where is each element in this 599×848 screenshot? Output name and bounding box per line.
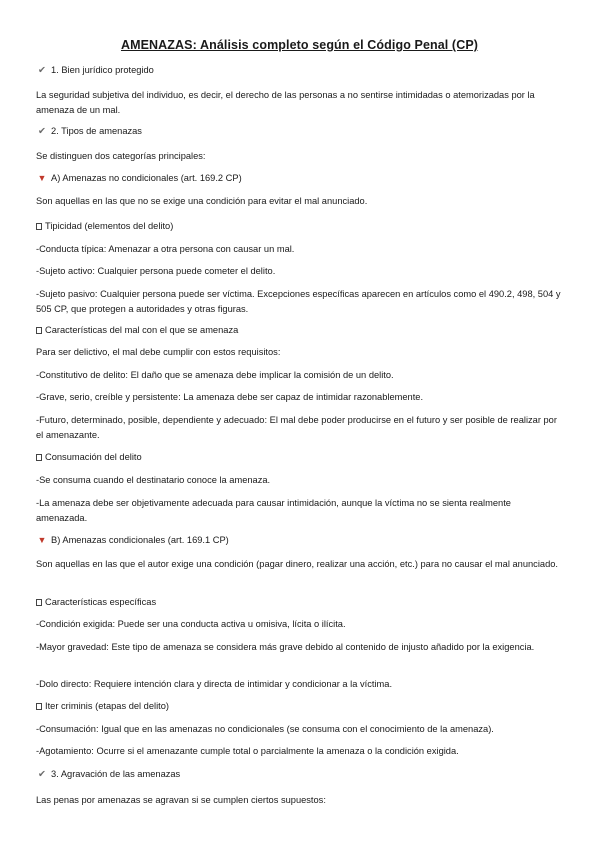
replacement-box-icon <box>36 454 42 461</box>
line-text: -Grave, serio, creíble y persistente: La amenaza debe ser capaz de intimidar razonablemente. <box>36 392 424 402</box>
check-mark-icon: ✔ <box>38 126 46 137</box>
section-heading <box>36 125 564 138</box>
paragraph <box>36 287 564 316</box>
line-text: -Sujeto pasivo: Cualquier persona puede ser víctima. Excepciones específicas aparecen en artículos como el 490.2, 498, 504 y 505 CP, que protegen a autoridades y otras figuras. <box>36 289 561 314</box>
line-text: -Dolo directo: Requiere intención clara y directa de intimidar y condicionar a la víctima. <box>36 679 393 689</box>
paragraph <box>36 413 564 442</box>
paragraph <box>36 391 564 404</box>
line-text: Tipicidad (elementos del delito) <box>45 221 174 231</box>
section-heading <box>36 700 564 713</box>
paragraph <box>36 346 564 359</box>
line-text: -Constitutivo de delito: El daño que se amenaza debe implicar la comisión de un delito. <box>36 370 394 380</box>
paragraph <box>36 678 564 691</box>
line-text: -Sujeto activo: Cualquier persona puede cometer el delito. <box>36 266 276 276</box>
line-text: 1. Bien jurídico protegido <box>51 65 154 75</box>
line-text: Son aquellas en las que no se exige una condición para evitar el mal anunciado. <box>36 196 368 206</box>
section-heading <box>36 451 564 464</box>
document-title: AMENAZAS: Análisis completo según el Código Penal (CP) <box>120 38 479 52</box>
line-text: -Se consuma cuando el destinatario conoce la amenaza. <box>36 475 271 485</box>
paragraph <box>36 794 564 807</box>
line-text: -Consumación: Igual que en las amenazas no condicionales (se consuma con el conocimiento de la amenaza). <box>36 724 494 734</box>
replacement-box-icon <box>36 703 42 710</box>
line-text: -Condición exigida: Puede ser una conducta activa u omisiva, lícita o ilícita. <box>36 619 346 629</box>
line-text: Son aquellas en las que el autor exige una condición (pagar dinero, realizar una acción, etc.) para no causar el mal anunciado. <box>36 559 558 569</box>
section-heading <box>36 768 564 781</box>
paragraph <box>36 640 564 655</box>
line-text: 3. Agravación de las amenazas <box>51 769 181 779</box>
check-mark-icon: ✔ <box>38 65 46 76</box>
paragraph <box>36 150 564 163</box>
replacement-box-icon <box>36 327 42 334</box>
line-text: A) Amenazas no condicionales (art. 169.2 CP) <box>51 173 242 183</box>
line-text: La seguridad subjetiva del individuo, es decir, el derecho de las personas a no sentirse intimidadas o atemorizadas por la amenaza de un mal. <box>36 90 535 115</box>
section-heading <box>36 534 564 547</box>
line-text: B) Amenazas condicionales (art. 169.1 CP) <box>51 535 229 545</box>
line-text: -Futuro, determinado, posible, dependiente y adecuado: El mal debe poder producirse en el futuro y ser posible de realizar por el amenazante. <box>36 415 557 440</box>
pushpin-icon: ▼ <box>37 173 47 183</box>
line-text: Iter criminis (etapas del delito) <box>45 701 170 711</box>
replacement-box-icon <box>36 223 42 230</box>
paragraph <box>36 195 564 208</box>
replacement-box-icon <box>36 599 42 606</box>
line-text: Características específicas <box>45 597 157 607</box>
line-text: Las penas por amenazas se agravan si se cumplen ciertos supuestos: <box>36 795 326 805</box>
paragraph <box>36 618 564 631</box>
paragraph <box>36 243 564 256</box>
line-text: Se distinguen dos categorías principales: <box>36 151 206 161</box>
line-text: -La amenaza debe ser objetivamente adecuada para causar intimidación, aunque la víctima no se sienta realmente amenazada. <box>36 498 511 523</box>
section-heading <box>36 596 564 609</box>
paragraph <box>36 369 564 382</box>
line-text: Para ser delictivo, el mal debe cumplir con estos requisitos: <box>36 347 281 357</box>
section-heading <box>36 324 564 337</box>
line-text: -Mayor gravedad: Este tipo de amenaza se considera más grave debido al contenido de injusto añadido por la exigencia. <box>36 642 535 652</box>
section-heading <box>36 220 564 233</box>
section-heading <box>36 172 564 185</box>
paragraph <box>36 723 564 736</box>
paragraph <box>36 474 564 487</box>
line-text: 2. Tipos de amenazas <box>51 126 142 136</box>
line-text: -Agotamiento: Ocurre si el amenazante cumple total o parcialmente la amenaza o la condición exigida. <box>36 746 459 756</box>
paragraph <box>36 496 564 525</box>
section-heading <box>36 64 564 77</box>
line-text: Consumación del delito <box>45 452 142 462</box>
paragraph <box>36 88 564 117</box>
paragraph <box>36 557 564 572</box>
check-mark-icon: ✔ <box>38 769 46 780</box>
paragraph <box>36 745 564 758</box>
line-text: -Conducta típica: Amenazar a otra persona con causar un mal. <box>36 244 295 254</box>
pushpin-icon: ▼ <box>37 535 47 545</box>
line-text: Características del mal con el que se amenaza <box>45 325 239 335</box>
paragraph <box>36 265 564 278</box>
